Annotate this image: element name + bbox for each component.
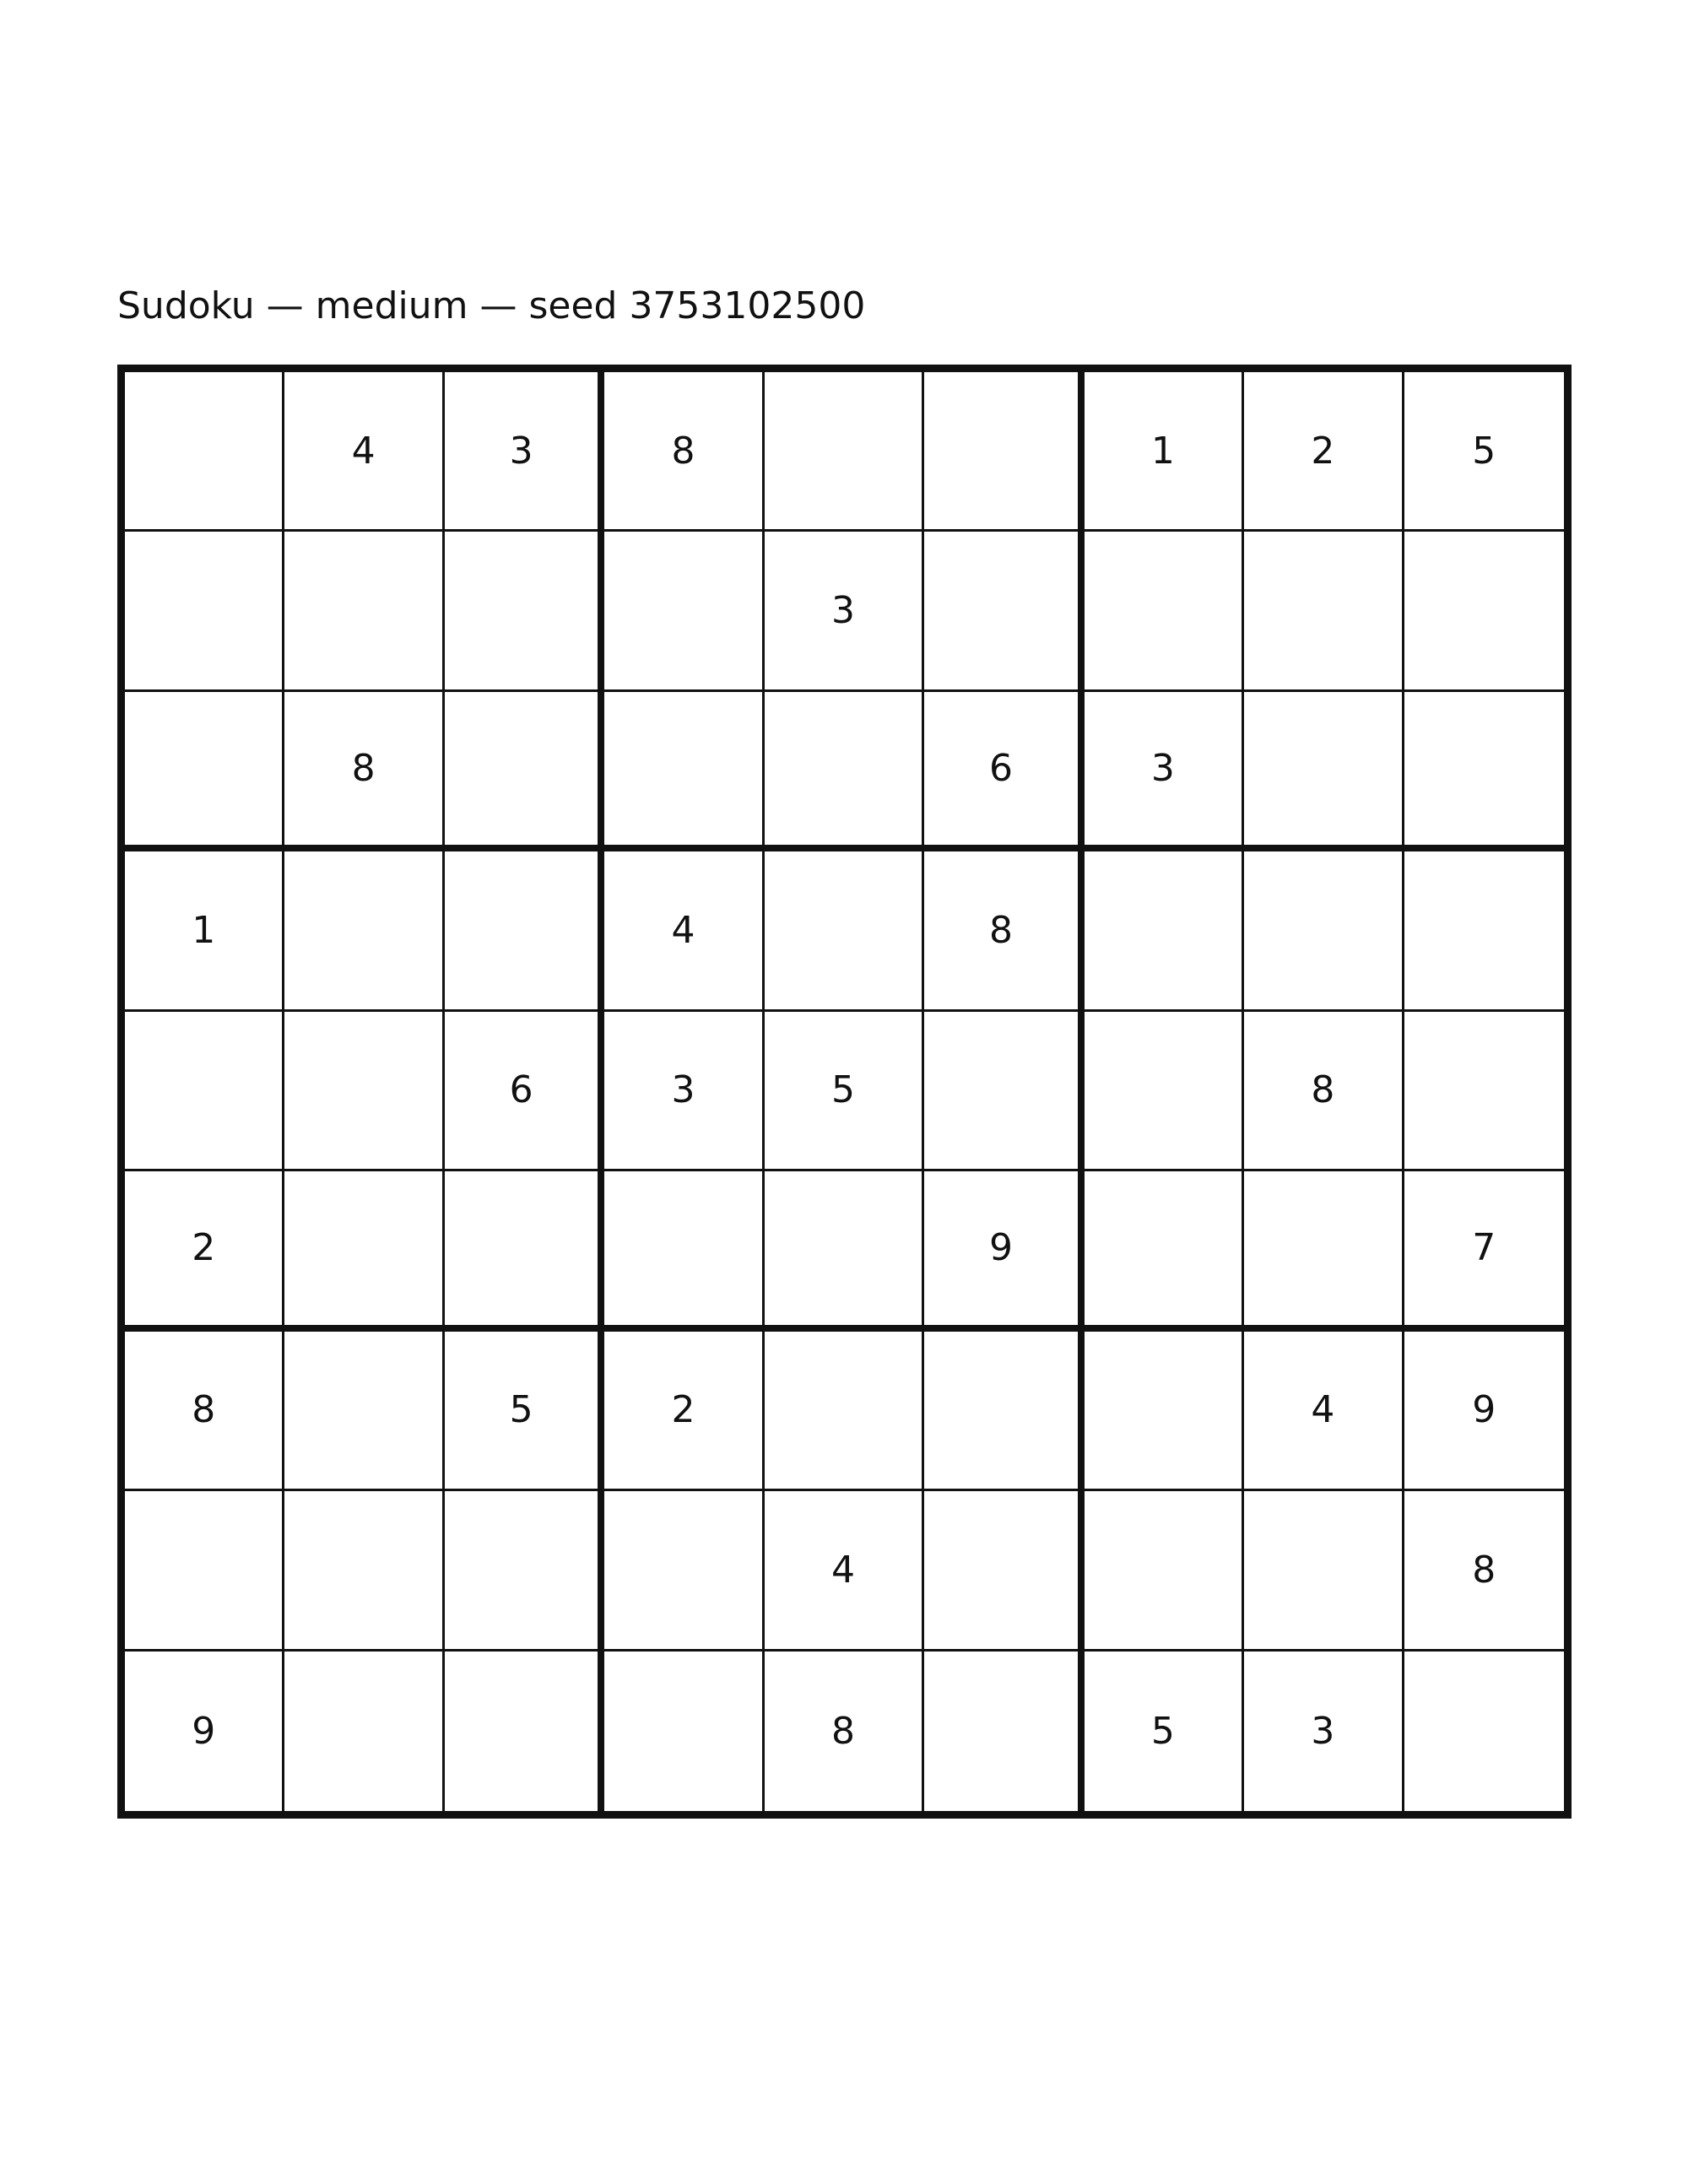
given-cell: 4 xyxy=(284,372,444,532)
empty-cell[interactable] xyxy=(924,372,1084,532)
empty-cell[interactable] xyxy=(284,1332,444,1491)
empty-cell[interactable] xyxy=(125,372,284,532)
empty-cell[interactable] xyxy=(765,1332,924,1491)
given-cell: 6 xyxy=(445,1012,604,1171)
empty-cell[interactable] xyxy=(445,1171,604,1331)
empty-cell[interactable] xyxy=(1404,1012,1564,1171)
empty-cell[interactable] xyxy=(604,1652,764,1811)
puzzle-title: Sudoku — medium — seed 3753102500 xyxy=(117,284,866,327)
empty-cell[interactable] xyxy=(924,1332,1084,1491)
empty-cell[interactable] xyxy=(445,1652,604,1811)
given-cell: 3 xyxy=(1085,692,1244,851)
empty-cell[interactable] xyxy=(604,1491,764,1651)
empty-cell[interactable] xyxy=(1085,1012,1244,1171)
given-cell: 4 xyxy=(604,851,764,1011)
empty-cell[interactable] xyxy=(1404,692,1564,851)
empty-cell[interactable] xyxy=(924,532,1084,691)
empty-cell[interactable] xyxy=(1085,1171,1244,1331)
given-cell: 8 xyxy=(1244,1012,1404,1171)
empty-cell[interactable] xyxy=(445,1491,604,1651)
given-cell: 2 xyxy=(604,1332,764,1491)
given-cell: 4 xyxy=(1244,1332,1404,1491)
given-cell: 8 xyxy=(125,1332,284,1491)
given-cell: 4 xyxy=(765,1491,924,1651)
empty-cell[interactable] xyxy=(1244,1171,1404,1331)
empty-cell[interactable] xyxy=(924,1491,1084,1651)
empty-cell[interactable] xyxy=(284,1652,444,1811)
empty-cell[interactable] xyxy=(1404,851,1564,1011)
empty-cell[interactable] xyxy=(1244,1491,1404,1651)
empty-cell[interactable] xyxy=(1085,851,1244,1011)
given-cell: 5 xyxy=(1404,372,1564,532)
given-cell: 2 xyxy=(125,1171,284,1331)
empty-cell[interactable] xyxy=(604,1171,764,1331)
given-cell: 8 xyxy=(604,372,764,532)
given-cell: 3 xyxy=(445,372,604,532)
empty-cell[interactable] xyxy=(125,692,284,851)
empty-cell[interactable] xyxy=(1404,1652,1564,1811)
empty-cell[interactable] xyxy=(445,851,604,1011)
given-cell: 3 xyxy=(765,532,924,691)
empty-cell[interactable] xyxy=(284,1171,444,1331)
empty-cell[interactable] xyxy=(284,1491,444,1651)
empty-cell[interactable] xyxy=(765,1171,924,1331)
given-cell: 6 xyxy=(924,692,1084,851)
empty-cell[interactable] xyxy=(1244,532,1404,691)
empty-cell[interactable] xyxy=(604,692,764,851)
empty-cell[interactable] xyxy=(125,1012,284,1171)
empty-cell[interactable] xyxy=(765,692,924,851)
given-cell: 5 xyxy=(765,1012,924,1171)
sudoku-grid xyxy=(117,365,1572,1819)
given-cell: 1 xyxy=(1085,372,1244,532)
given-cell: 9 xyxy=(1404,1332,1564,1491)
empty-cell[interactable] xyxy=(924,1652,1084,1811)
given-cell: 5 xyxy=(445,1332,604,1491)
empty-cell[interactable] xyxy=(125,532,284,691)
given-cell: 8 xyxy=(765,1652,924,1811)
given-cell: 5 xyxy=(1085,1652,1244,1811)
given-cell: 8 xyxy=(924,851,1084,1011)
empty-cell[interactable] xyxy=(1404,532,1564,691)
empty-cell[interactable] xyxy=(284,532,444,691)
given-cell: 2 xyxy=(1244,372,1404,532)
given-cell: 3 xyxy=(604,1012,764,1171)
given-cell: 9 xyxy=(125,1652,284,1811)
given-cell: 8 xyxy=(1404,1491,1564,1651)
empty-cell[interactable] xyxy=(765,851,924,1011)
given-cell: 3 xyxy=(1244,1652,1404,1811)
empty-cell[interactable] xyxy=(445,692,604,851)
given-cell: 7 xyxy=(1404,1171,1564,1331)
given-cell: 1 xyxy=(125,851,284,1011)
empty-cell[interactable] xyxy=(924,1012,1084,1171)
empty-cell[interactable] xyxy=(1085,532,1244,691)
given-cell: 9 xyxy=(924,1171,1084,1331)
given-cell: 8 xyxy=(284,692,444,851)
empty-cell[interactable] xyxy=(1244,692,1404,851)
empty-cell[interactable] xyxy=(604,532,764,691)
empty-cell[interactable] xyxy=(125,1491,284,1651)
empty-cell[interactable] xyxy=(765,372,924,532)
empty-cell[interactable] xyxy=(284,1012,444,1171)
empty-cell[interactable] xyxy=(445,532,604,691)
empty-cell[interactable] xyxy=(1244,851,1404,1011)
empty-cell[interactable] xyxy=(284,851,444,1011)
empty-cell[interactable] xyxy=(1085,1491,1244,1651)
empty-cell[interactable] xyxy=(1085,1332,1244,1491)
